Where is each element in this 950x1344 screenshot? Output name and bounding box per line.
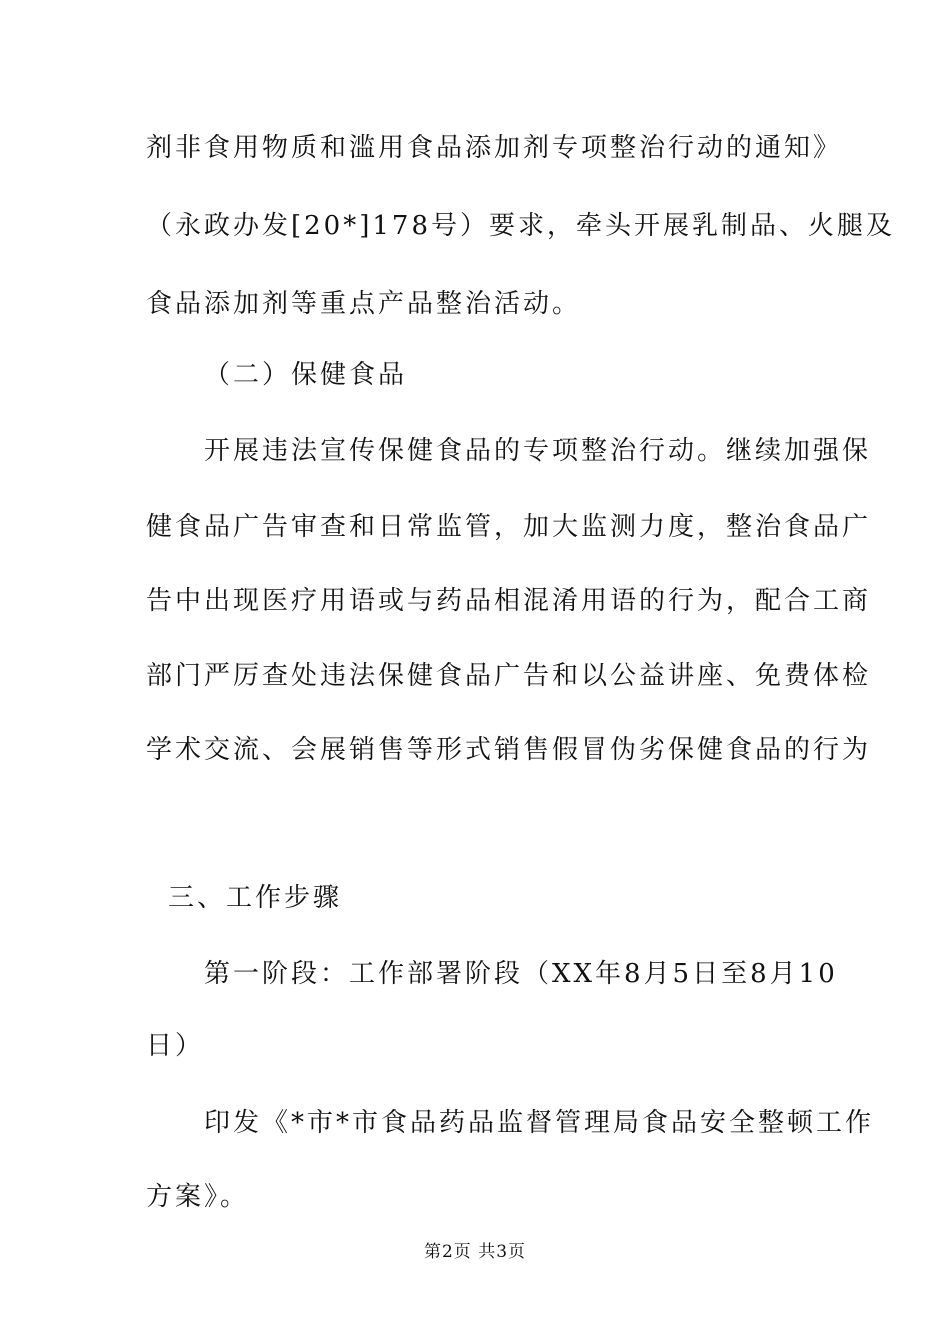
section-heading: （二）保健食品 bbox=[204, 360, 408, 390]
text-line: 印发《*市*市食品药品监督管理局食品安全整顿工作 bbox=[204, 1108, 875, 1138]
page-footer: 第2页 共3页 bbox=[423, 1242, 527, 1262]
text-line: 食品添加剂等重点产品整治活动。 bbox=[146, 289, 582, 319]
text-line: 告中出现医疗用语或与药品相混淆用语的行为，配合工商 bbox=[146, 586, 872, 616]
text-line: 方案》。 bbox=[146, 1182, 250, 1212]
text-line: 剂非食用物质和滥用食品添加剂专项整治行动的通知》 bbox=[146, 133, 843, 163]
text-line: 健食品广告审查和日常监管，加大监测力度，整治食品广 bbox=[146, 512, 872, 542]
text-line: 部门严厉查处违法保健食品广告和以公益讲座、免费体检 bbox=[146, 661, 872, 691]
section-heading: 三、工作步骤 bbox=[168, 883, 343, 913]
text-line: 学术交流、会展销售等形式销售假冒伪劣保健食品的行为 bbox=[146, 735, 872, 765]
text-line: （永政办发[20*]178号）要求，牵头开展乳制品、火腿及 bbox=[146, 211, 895, 241]
text-line: 开展违法宣传保健食品的专项整治行动。继续加强保 bbox=[204, 436, 872, 466]
text-line: 第一阶段：工作部署阶段（XX年8月5日至8月10 bbox=[204, 959, 838, 989]
text-line: 日） bbox=[146, 1031, 205, 1061]
